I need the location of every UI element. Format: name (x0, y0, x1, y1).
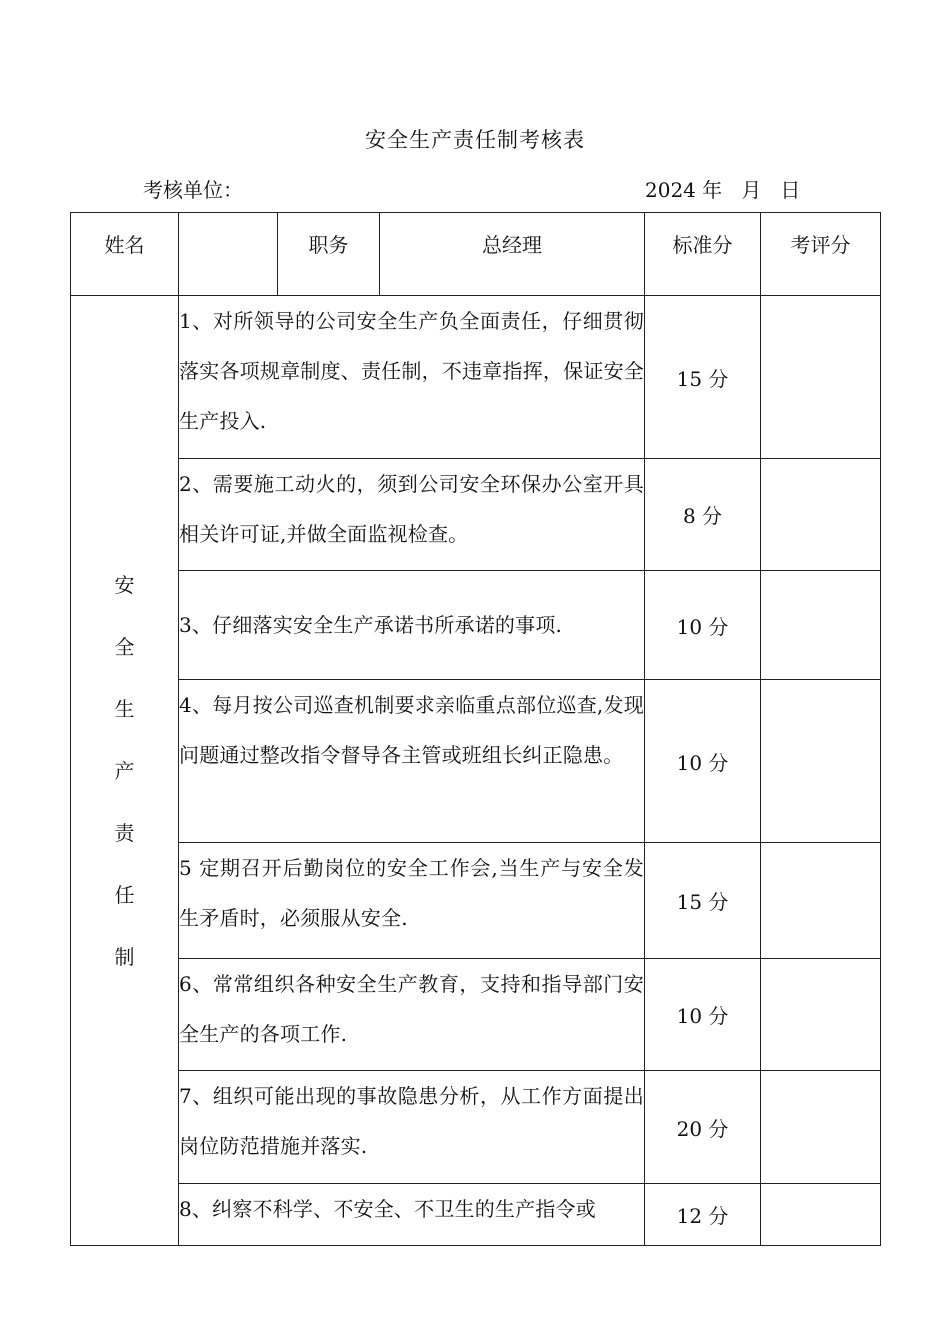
section-label-char: 安 (114, 572, 135, 597)
item-text: 5 定期召开后勤岗位的安全工作会,当生产与安全发生矛盾时，必须服从安全. (179, 856, 644, 930)
item-row (71, 1184, 881, 1246)
item-standard-score: 12 分 (645, 1184, 761, 1246)
position-label-cell: 职务 (278, 213, 380, 296)
section-label-cell (71, 296, 179, 1246)
item-row (71, 680, 881, 843)
section-label-char: 任 (114, 882, 135, 907)
assessment-date: 2024 年 月 日 (645, 178, 801, 202)
item-text: 6、常常组织各种安全生产教育，支持和指导部门安全生产的各项工作. (179, 972, 644, 1046)
item-standard-score: 8 分 (645, 459, 761, 571)
item-text-cell (179, 459, 645, 571)
item-evaluation-score[interactable] (761, 680, 881, 843)
item-text: 4、每月按公司巡查机制要求亲临重点部位巡查,发现问题通过整改指令督导各主管或班组长纠正隐患。 (179, 693, 644, 767)
item-text-cell (179, 1184, 645, 1246)
item-row (71, 959, 881, 1071)
assessment-unit-label: 考核单位： (143, 178, 243, 202)
section-label-char: 全 (114, 634, 135, 659)
item-text: 3、仔细落实安全生产承诺书所承诺的事项. (179, 613, 563, 637)
item-text-cell (179, 959, 645, 1071)
position-value-cell: 总经理 (380, 213, 645, 296)
item-standard-score: 10 分 (645, 571, 761, 680)
item-text: 7、组织可能出现的事故隐患分析，从工作方面提出岗位防范措施并落实. (179, 1084, 644, 1158)
item-text: 8、纠察不科学、不安全、不卫生的生产指令或 (179, 1197, 596, 1221)
form-title: 安全生产责任制考核表 (365, 128, 585, 152)
section-label-char: 生 (114, 696, 135, 721)
item-text-cell (179, 843, 645, 959)
item-row (71, 571, 881, 680)
item-text: 1、对所领导的公司安全生产负全面责任，仔细贯彻落实各项规章制度、责任制，不违章指挥，保证安全生产投入. (179, 309, 644, 433)
item-evaluation-score[interactable] (761, 296, 881, 459)
standard-score-header: 标准分 (645, 213, 761, 296)
item-standard-score: 20 分 (645, 1071, 761, 1184)
item-text-cell (179, 1071, 645, 1184)
item-evaluation-score[interactable] (761, 959, 881, 1071)
section-vertical-label (115, 573, 135, 969)
item-text: 2、需要施工动火的，须到公司安全环保办公室开具相关许可证,并做全面监视检查。 (179, 472, 644, 546)
section-label-char: 制 (114, 944, 135, 969)
assessment-table (70, 212, 881, 1246)
evaluation-score-header: 考评分 (761, 213, 881, 296)
section-label-char: 责 (114, 820, 135, 845)
item-row (71, 459, 881, 571)
item-row (71, 843, 881, 959)
item-evaluation-score[interactable] (761, 459, 881, 571)
item-standard-score: 15 分 (645, 296, 761, 459)
item-evaluation-score[interactable] (761, 1071, 881, 1184)
item-standard-score: 15 分 (645, 843, 761, 959)
name-label-cell: 姓名 (71, 213, 179, 296)
item-text-cell (179, 296, 645, 459)
item-evaluation-score[interactable] (761, 571, 881, 680)
item-evaluation-score[interactable] (761, 1184, 881, 1246)
item-standard-score: 10 分 (645, 680, 761, 843)
item-text-cell (179, 571, 645, 680)
item-text-cell (179, 680, 645, 843)
item-evaluation-score[interactable] (761, 843, 881, 959)
item-row (71, 1071, 881, 1184)
item-row (71, 296, 881, 459)
item-standard-score: 10 分 (645, 959, 761, 1071)
name-value-cell[interactable] (179, 213, 278, 296)
header-row (71, 213, 881, 296)
section-label-char: 产 (114, 758, 135, 783)
